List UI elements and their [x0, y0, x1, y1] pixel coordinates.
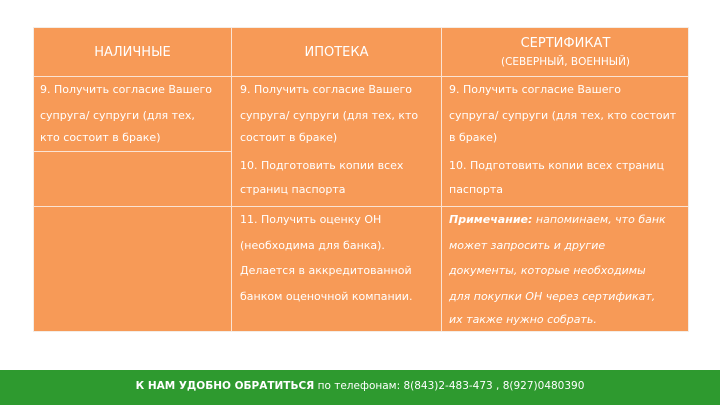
note-line: их также нужно собрать.	[449, 313, 597, 326]
column-divider	[441, 28, 442, 331]
header-certificate: СЕРТИФИКАТ	[520, 36, 611, 51]
note-first: напоминаем, что банк	[532, 213, 666, 226]
mortgage-line: страниц паспорта	[240, 183, 346, 196]
note-label: Примечание:	[449, 213, 533, 226]
certificate-line: 10. Подготовить копии всех страниц	[449, 159, 664, 172]
mortgage-line: 9. Получить согласие Вашего	[240, 83, 412, 96]
mortgage-line: 10. Подготовить копии всех	[240, 159, 404, 172]
header-certificate-sub: (СЕВЕРНЫЙ, ВОЕННЫЙ)	[500, 56, 631, 68]
header-mortgage: ИПОТЕКА	[304, 45, 369, 60]
certificate-line: супруга/ супруги (для тех, кто состоит	[449, 109, 677, 122]
contact-footer	[0, 370, 720, 405]
row-divider	[34, 151, 232, 152]
certificate-line: в браке)	[449, 131, 498, 144]
mortgage-line: состоит в браке)	[240, 131, 338, 144]
header-cash: НАЛИЧНЫЕ	[94, 45, 171, 60]
mortgage-line: (необходима для банка).	[240, 239, 385, 252]
documents-table	[33, 27, 689, 332]
column-divider	[231, 28, 232, 331]
note-line	[449, 207, 666, 233]
mortgage-line: Делается в аккредитованной	[240, 264, 412, 277]
mortgage-line: супруга/ супруги (для тех, кто	[240, 109, 419, 122]
note-line: документы, которые необходимы	[449, 264, 646, 277]
certificate-line: паспорта	[449, 183, 504, 196]
mortgage-line: банком оценочной компании.	[240, 290, 413, 303]
note-line: может запросить и другие	[449, 239, 606, 252]
cash-line: 9. Получить согласие Вашего	[40, 83, 212, 96]
certificate-line: 9. Получить согласие Вашего	[449, 83, 621, 96]
mortgage-line: 11. Получить оценку ОН	[240, 213, 382, 226]
footer-text	[0, 378, 720, 394]
note-line: для покупки ОН через сертификат,	[449, 290, 656, 303]
footer-lead: К НАМ УДОБНО ОБРАТИТЬСЯ	[135, 380, 315, 392]
footer-phones: по телефонам: 8(843)2-483-473 , 8(927)0480390	[314, 380, 585, 392]
cash-line: супруга/ супруги (для тех,	[40, 109, 195, 122]
cash-line: кто состоит в браке)	[40, 131, 161, 144]
